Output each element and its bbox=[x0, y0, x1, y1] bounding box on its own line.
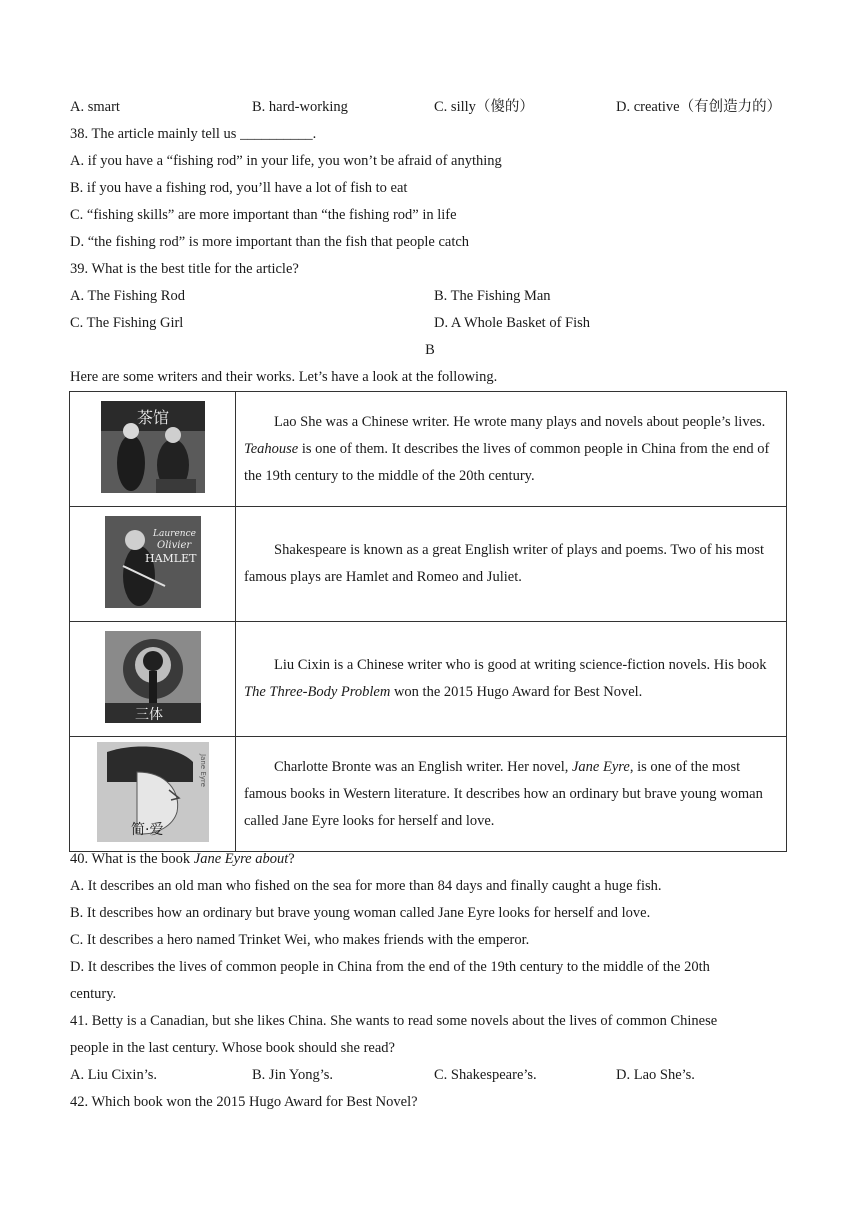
lao-she-description bbox=[236, 392, 787, 507]
q38-option-a: A. if you have a “fishing rod” in your life, you won’t be afraid of anything bbox=[70, 153, 502, 169]
table-row bbox=[70, 507, 787, 622]
hamlet-cover-title: HAMLET bbox=[144, 551, 196, 565]
q38-option-c: C. “fishing skills” are more important than “the fishing rod” in life bbox=[70, 207, 457, 223]
q40-text-1: 40. What is the book bbox=[70, 851, 194, 867]
table-row bbox=[70, 737, 787, 852]
q41-option-c: C. Shakespeare’s. bbox=[434, 1067, 537, 1083]
cover-cell bbox=[70, 507, 236, 622]
hamlet-cover-image bbox=[105, 516, 201, 608]
q40-option-b: B. It describes how an ordinary but brave young woman called Jane Eyre looks for herself and love. bbox=[70, 905, 651, 921]
cover-cell bbox=[70, 392, 236, 507]
q37-option-c: C. silly（傻的） bbox=[434, 99, 534, 115]
q37-option-d: D. creative（有创造力的） bbox=[616, 99, 782, 115]
q41-option-a: A. Liu Cixin’s. bbox=[70, 1067, 158, 1083]
teahouse-title: Teahouse bbox=[244, 440, 299, 457]
q40-option-d: D. It describes the lives of common people in China from the end of the 19th century to the middle of the 20th bbox=[70, 959, 710, 975]
lao-she-text-1: Lao She was a Chinese writer. He wrote many plays and novels about people’s lives. bbox=[274, 413, 766, 430]
q37-option-a: A. smart bbox=[70, 99, 120, 115]
three-body-title: The Three-Body Problem bbox=[244, 684, 391, 700]
bronte-description bbox=[236, 737, 787, 852]
q40-question bbox=[70, 846, 295, 873]
table-row bbox=[70, 622, 787, 737]
jane-eyre-title: Jane Eyre bbox=[572, 758, 630, 775]
q41-options bbox=[70, 1062, 790, 1089]
bronte-text-2: , is one of the most famous books in Western literature. It describes how an ordinary but brave young woman called Jane Eyre looks for herself and love. bbox=[244, 758, 763, 829]
svg-text:Laurence: Laurence bbox=[152, 528, 196, 539]
table-row bbox=[70, 392, 787, 507]
q42-question: 42. Which book won the 2015 Hugo Award for Best Novel? bbox=[70, 1094, 418, 1110]
jane-eyre-cover-image bbox=[97, 742, 209, 842]
liu-cixin-description bbox=[236, 622, 787, 737]
lao-she-text-2: is one of them. It describes the lives of common people in China from the end of the 19th century to the middle of the 20th century. bbox=[244, 440, 770, 484]
three-body-cover-title: 三体 bbox=[134, 706, 163, 723]
three-body-cover-image bbox=[105, 631, 201, 723]
liu-cixin-text-1: Liu Cixin is a Chinese writer who is good at writing science-fiction novels. His book bbox=[274, 657, 767, 673]
bronte-text-1: Charlotte Bronte was an English writer. Her novel, bbox=[274, 758, 572, 775]
liu-cixin-text-2: won the 2015 Hugo Award for Best Novel. bbox=[390, 684, 643, 700]
shakespeare-description bbox=[236, 507, 787, 622]
jane-eyre-cover-title: 简·爱 bbox=[130, 821, 163, 838]
writers-works-table bbox=[69, 391, 787, 852]
q40-text-2: ? bbox=[288, 851, 295, 867]
section-b-heading: B bbox=[425, 342, 435, 358]
q40-italic: Jane Eyre about bbox=[193, 851, 289, 867]
q41-option-b: B. Jin Yong’s. bbox=[252, 1067, 333, 1083]
q38-option-d: D. “the fishing rod” is more important than the fish that people catch bbox=[70, 234, 470, 250]
q39-question: 39. What is the best title for the article? bbox=[70, 261, 299, 277]
q41-option-d: D. Lao She’s. bbox=[616, 1067, 695, 1083]
teahouse-cover-image bbox=[101, 401, 205, 493]
q40-option-c: C. It describes a hero named Trinket Wei, who makes friends with the emperor. bbox=[70, 932, 530, 948]
q39-option-b: B. The Fishing Man bbox=[434, 288, 551, 304]
cover-cell bbox=[70, 737, 236, 852]
q39-option-c: C. The Fishing Girl bbox=[70, 315, 184, 331]
section-b-intro: Here are some writers and their works. Let’s have a look at the following. bbox=[70, 369, 498, 385]
q38-question: 38. The article mainly tell us __________. bbox=[70, 126, 317, 142]
q38-option-b: B. if you have a fishing rod, you’ll have a lot of fish to eat bbox=[70, 180, 408, 196]
svg-text:Olivier: Olivier bbox=[156, 539, 191, 551]
q40-option-a: A. It describes an old man who fished on the sea for more than 84 days and finally caught a huge fish. bbox=[70, 878, 662, 894]
shakespeare-text: Shakespeare is known as a great English writer of plays and poems. Two of his most famous plays are Hamlet and Romeo and Juliet. bbox=[244, 542, 765, 585]
q37-option-b: B. hard-working bbox=[252, 99, 348, 115]
svg-text:Jane Eyre: Jane Eyre bbox=[198, 753, 207, 787]
cover-cell bbox=[70, 622, 236, 737]
q39-option-a: A. The Fishing Rod bbox=[70, 288, 185, 304]
teahouse-cover-title: 茶馆 bbox=[136, 407, 169, 427]
q37-options bbox=[70, 94, 790, 121]
q41-question-line1: 41. Betty is a Canadian, but she likes China. She wants to read some novels about the lives of common Chinese bbox=[70, 1013, 718, 1029]
q40-option-d-continued: century. bbox=[70, 986, 117, 1002]
q41-question-line2: people in the last century. Whose book should she read? bbox=[70, 1040, 395, 1056]
q39-option-d: D. A Whole Basket of Fish bbox=[434, 315, 591, 331]
